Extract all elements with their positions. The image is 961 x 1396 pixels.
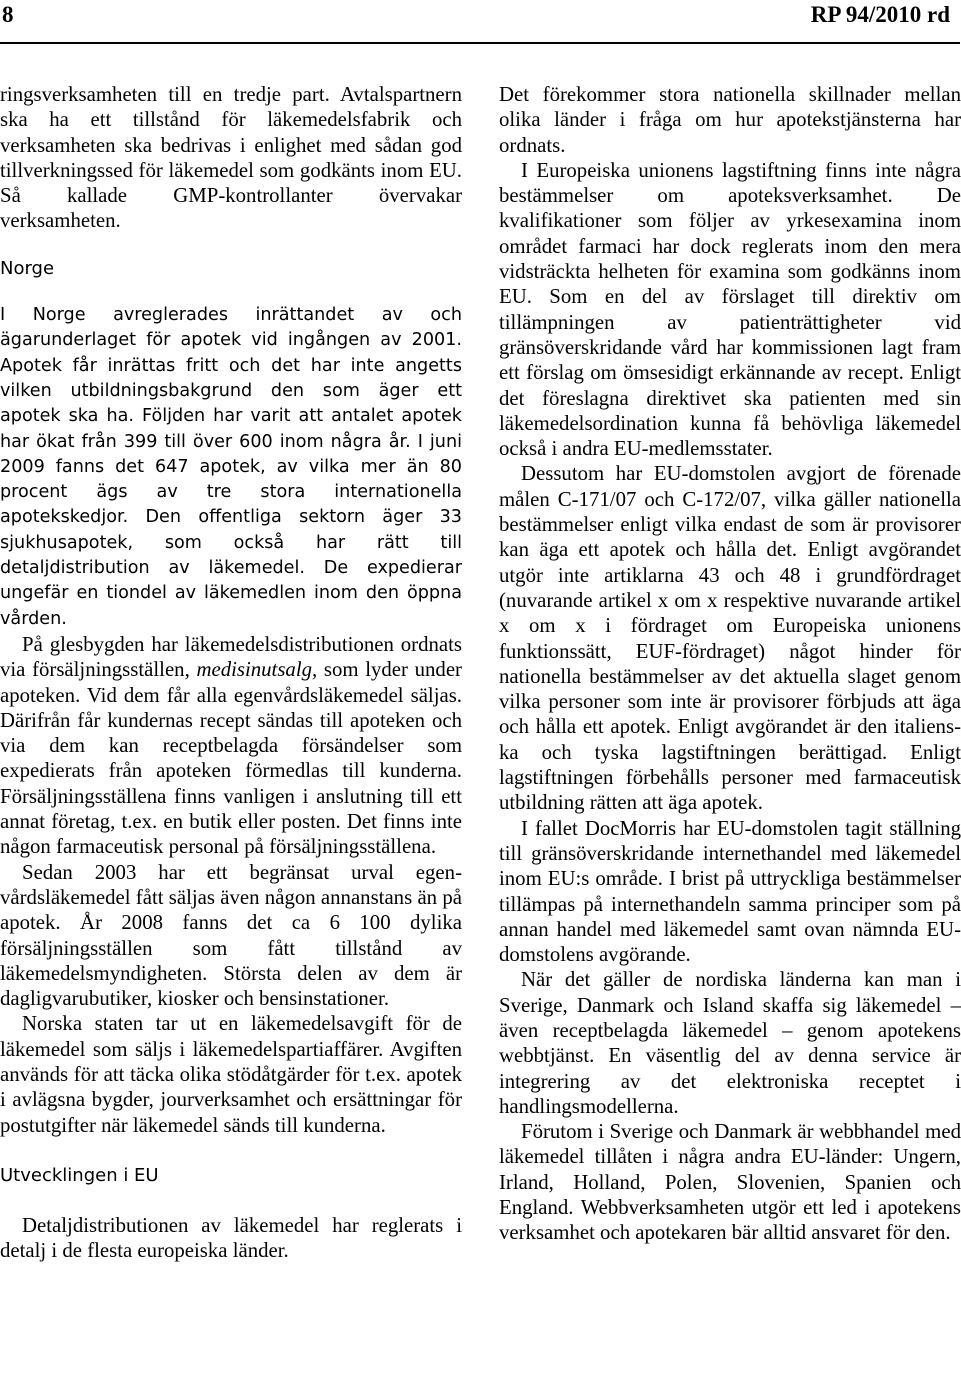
paragraph: ringsverksamheten till en tredje part. Avtalspartnern ska ha ett tillstånd för läkemedelsfabrik och verksamheten ska bedrivas i enlighet med sådan god tillverkningssed för läkemedel som godkänts inom EU. Så kallade GMP-kontrollanter övervakar verksamheten. [0, 83, 462, 233]
paragraph: Norska staten tar ut en läkemedelsavgift för de läkemedel som säljs i läkemedelspartiaffärer. Avgiften används för att täcka olika stödåtgärder för t.ex. apotek i avlägsna bygder, jourverksamhet och ersättningar för postutgifter när läkemedel sänds till kunderna. [0, 1012, 462, 1137]
paragraph: Förutom i Sverige och Danmark är webbhandel med läkemedel tillåten i några andra EU-länder: Ungern, Irland, Holland, Polen, Slovenien, Spanien och England. Webbverksamheten utgör ett led i apotekens verksamhet och apotekaren bär alltid ansvaret för den. [499, 1120, 961, 1245]
left-column [0, 82, 462, 1264]
document-id: RP 94/2010 rd [810, 2, 950, 27]
section-heading-eu: Utvecklingen i EU [0, 1164, 159, 1186]
page-number: 8 [2, 2, 14, 27]
section-heading-norge: Norge [0, 257, 55, 279]
paragraph: Dessutom har EU-domstolen avgjort de förenade målen C-171/07 och C-172/07, vilka gäller nationella bestämmelser enligt vilka endast de som är provisorer kan äga ett apotek och hålla det. Enligt avgörandet utgör inte artiklarna 43 och 48 i grundfördraget (nuvarande artikel x om x respektive nuvarande artikel x om x i fördraget om Europeiska unionens funktionssätt, EUF-fördraget) något hinder för nationella bestämmelser av det aktuella slaget genom vilka personer som inte är provisorer förbjuds att äga och hålla ett apotek. Enligt avgörandet är den italienska och tyska lagstiftningen berättigad. Enligt lagstiftningen förbehålls personer med farmaceutisk utbildning rätten att äga apotek. [499, 462, 961, 815]
paragraph-text: som lyder under apoteken. Vid dem får alla egenvårdsläkemedel säljas. Därifrån får kundernas recept sändas till apoteken och via dem kan receptbelagda försändelser som expedierats från apoteken förmedlas till kunderna. Försäljningsställena finns vanligen i anslutning till ett annat företag, t.ex. en butik eller posten. Det finns inte någon farmaceutisk personal på försäljningsställena. [0, 658, 462, 859]
paragraph: Det förekommer stora nationella skillnader mellan olika länder i fråga om hur apotekstjänsterna har ordnats. [499, 83, 961, 157]
right-column [499, 82, 961, 1246]
italic-term: medisinutsalg, [196, 658, 318, 682]
header-rule [0, 42, 960, 44]
paragraph: I Europeiska unionens lagstiftning finns inte några bestämmelser om apoteksverksamhet. De kvalifikationer som följer av yrkesexamina inom området farmaci har dock reglerats inom den mera vidsträckta helheten för examina som godkänns inom EU. Som en del av förslaget till direktiv om tillämpningen av patienträttigheter vid gränsöverskridande vård har kommissionen lagt fram ett förslag om ömsesidigt erkännande av recept. Enligt det föreslagna direktivet ska patienten med sin läkemedelsordination kunna få behövliga läkemedel också i andra EU-medlemsstater. [499, 158, 961, 461]
paragraph-text: På glesbygden har läkemedelsdistributionen ordnats via försäljningsställen, [0, 632, 462, 682]
paragraph [0, 632, 462, 860]
paragraph: I Norge avreglerades inrättandet av och ägarunderlaget för apotek vid ingången av 2001. Apotek får inrättas fritt och det har inte angetts vilken utbildningsbakgrund den som äger ett apotek ska ha. Följden har varit att antalet apotek har ökat från 399 till över 600 inom några år. I juni 2009 fanns det 647 apotek, av vilka mer än 80 procent ägs av tre stora internationella apotekskedjor. Den offentliga sektorn äger 33 sjukhusapotek, som också har rätt till detaljdistribution av läkemedel. De expedierar ungefär en tiondel av läkemedlen inom den öppna vården. [0, 305, 462, 629]
paragraph: I fallet DocMorris har EU-domstolen tagit ställning till gränsöverskridande internethandel med läkemedel inom EU:s område. I brist på uttryckliga bestämmelser tillämpas på internethandeln samma principer som på annan handel med läkemedel samt ovan nämnda EU-domstolens avgörande. [499, 816, 961, 967]
paragraph: När det gäller de nordiska länderna kan man i Sverige, Danmark och Island skaffa sig läkemedel – även receptbelagda läkemedel – genom apotekens webbtjänst. En väsentlig del av denna service är integrering av det elektroniska receptet i handlingsmodellerna. [499, 968, 961, 1118]
paragraph: Sedan 2003 har ett begränsat urval egenvårdsläkemedel fått säljas även någon annanstans än på apotek. År 2008 fanns det ca 6 100 dylika försäljningsställen som fått tillstånd av läkemedelsmyndigheten. Största delen av dem är dagligvarubutiker, kiosker och bensinstationer. [0, 860, 462, 1011]
page-header [0, 0, 960, 40]
paragraph: Detaljdistributionen av läkemedel har reglerats i detalj i de flesta europeiska länder. [0, 1214, 462, 1263]
